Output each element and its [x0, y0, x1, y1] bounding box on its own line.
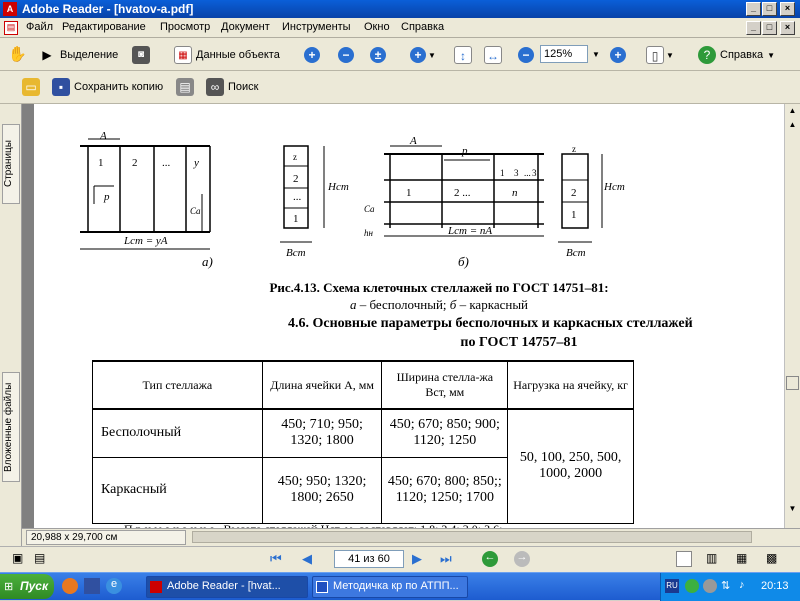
- scroll-up-icon[interactable]: ▲: [788, 106, 797, 115]
- save-copy-label: Сохранить копию: [74, 81, 164, 93]
- cursor-icon: ▶: [42, 48, 52, 62]
- adobe-task-icon: [150, 581, 162, 593]
- dynamic-zoom-icon: ±: [370, 47, 386, 63]
- scroll-down-icon[interactable]: ▼: [788, 504, 797, 513]
- header-type: Тип стеллажа: [93, 361, 263, 409]
- top-cell-3: ...: [524, 168, 531, 178]
- side-b-1: 1: [571, 209, 577, 221]
- zoom-in-tool-button[interactable]: [304, 44, 320, 66]
- cell-b-n: n: [512, 187, 518, 199]
- shelving-figure: [34, 104, 784, 274]
- dynamic-zoom-button[interactable]: [370, 44, 386, 66]
- length-b-label: Lст = nA: [448, 225, 493, 237]
- width-b-label: Bст: [566, 247, 586, 259]
- chevron-down-icon: ▼: [767, 50, 776, 60]
- menu-document[interactable]: Документ: [221, 21, 270, 33]
- hand-icon: ✋: [8, 46, 27, 63]
- table-row: [93, 409, 634, 457]
- single-page-icon[interactable]: [676, 551, 692, 567]
- volume-icon[interactable]: ♪: [739, 579, 745, 591]
- navigation-panel: [0, 104, 22, 546]
- tab-attachments[interactable]: Вложенные файлы: [2, 372, 20, 482]
- load-p-label: p: [104, 191, 110, 203]
- continuous-facing-icon[interactable]: ▩: [766, 551, 778, 565]
- scroll-page-up-icon[interactable]: ▲: [788, 120, 797, 129]
- status-strip: [22, 528, 800, 546]
- zoom-minus-button[interactable]: [518, 44, 534, 66]
- page-size: 20,988 x 29,700 см: [26, 530, 186, 545]
- header-load: Нагрузка на ячейку, кг: [508, 361, 634, 409]
- menu-tools[interactable]: Инструменты: [282, 21, 351, 33]
- minus-circle-icon: −: [518, 47, 534, 63]
- zoom-plus-button[interactable]: [610, 44, 626, 66]
- page-indicator[interactable]: 41 из 60: [334, 550, 404, 568]
- figure-caption: Рис.4.13. Схема клеточных стеллажей по ГОСТ 14751–81:: [269, 280, 609, 295]
- file-toolbar: [0, 71, 800, 104]
- dim-a-b-label: A: [410, 135, 417, 147]
- object-data-label: Данные объекта: [196, 49, 280, 61]
- cell-a-2: 2: [132, 157, 138, 169]
- ie-icon[interactable]: e: [106, 578, 122, 594]
- first-page-icon[interactable]: ⏮: [270, 551, 282, 566]
- printer-icon: ▤: [176, 78, 194, 96]
- last-page-icon[interactable]: ⏭: [440, 551, 452, 566]
- panel-toggle-icon[interactable]: ▣: [12, 551, 24, 565]
- dim-a-label: A: [100, 130, 107, 142]
- minimize-button[interactable]: _: [746, 2, 761, 16]
- chevron-down-icon: ▼: [666, 50, 674, 60]
- vertical-scrollbar[interactable]: [784, 104, 800, 528]
- title-bar: [0, 0, 800, 18]
- firefox-icon[interactable]: [62, 578, 78, 594]
- menu-view[interactable]: Просмотр: [160, 21, 211, 33]
- top-cell-2: 3: [514, 168, 519, 178]
- zoom-dropdown-icon[interactable]: ▼: [592, 49, 600, 59]
- zoom-value[interactable]: 125%: [540, 45, 588, 63]
- fit-width-button[interactable]: [484, 44, 502, 66]
- task-word-label: Методичка кр по АТПП...: [333, 580, 459, 592]
- print-button[interactable]: [176, 76, 194, 98]
- section-title-line2: по ГОСТ 14757–81: [460, 335, 578, 350]
- width-a-label: Bст: [286, 247, 306, 259]
- task-adobe-label: Adobe Reader - [hvat...: [167, 580, 281, 592]
- zoom-menu-button[interactable]: [410, 44, 436, 66]
- menu-bar: [0, 18, 800, 38]
- cell-a-1: 1: [98, 157, 104, 169]
- select-tool-button[interactable]: [38, 44, 118, 66]
- menu-edit[interactable]: Редактирование: [62, 21, 146, 33]
- cell-b-2: 2 ...: [454, 187, 471, 199]
- height-a-label: Hст: [328, 181, 349, 193]
- cell-a-dots: ...: [162, 157, 171, 169]
- side-1: 1: [293, 213, 299, 225]
- select-label: Выделение: [60, 49, 119, 61]
- page-navigation-bar: [0, 546, 800, 572]
- hn-label: hн: [364, 228, 373, 238]
- main-toolbar: [0, 38, 800, 71]
- folder-icon: ▭: [22, 78, 40, 96]
- panel-toggle-2-icon[interactable]: ▤: [34, 551, 46, 565]
- figure-subcaption: [34, 297, 784, 313]
- scroll-thumb[interactable]: [786, 376, 799, 390]
- camera-icon: ◙: [132, 46, 150, 64]
- zoom-field[interactable]: [540, 43, 600, 65]
- doc-close-button[interactable]: ×: [780, 21, 795, 35]
- save-icon: ▪: [52, 78, 70, 96]
- side-2: 2: [293, 173, 299, 185]
- word-task-icon: [316, 581, 328, 593]
- facing-icon[interactable]: ▦: [736, 551, 748, 565]
- doc-restore-button[interactable]: □: [762, 21, 777, 35]
- fit-width-icon: ↔: [484, 46, 502, 64]
- figure-a-label: а): [202, 254, 213, 269]
- menu-help[interactable]: Справка: [401, 21, 445, 33]
- pdf-page: [34, 104, 784, 534]
- figure-b-label: б): [458, 254, 469, 269]
- network-icon[interactable]: ⇅: [721, 580, 731, 592]
- help-icon: ?: [698, 46, 716, 64]
- ca-label: Cа: [190, 206, 201, 216]
- continuous-icon[interactable]: ▥: [706, 551, 718, 565]
- language-indicator[interactable]: RU: [665, 579, 679, 593]
- open-button[interactable]: [22, 76, 40, 98]
- tray-disk-icon[interactable]: [703, 579, 717, 593]
- doc-minimize-button[interactable]: _: [746, 21, 761, 35]
- side-view-b: [558, 154, 602, 242]
- fit-height-icon: ↕: [454, 46, 472, 64]
- document-icon: ▤: [4, 21, 18, 35]
- task-word-document[interactable]: [312, 576, 468, 598]
- pages-view-button[interactable]: [646, 44, 674, 66]
- subcaption-b-text: – каркасный: [456, 297, 529, 312]
- adobe-reader-icon: A: [3, 2, 17, 16]
- menu-window[interactable]: Окно: [364, 21, 390, 33]
- search-label: Поиск: [228, 81, 259, 93]
- hand-tool-button[interactable]: [8, 44, 26, 66]
- help-button[interactable]: [698, 44, 775, 66]
- ca-b-label: Cа: [364, 204, 375, 214]
- plus-circle-icon: +: [610, 47, 626, 63]
- document-viewport[interactable]: [22, 104, 784, 528]
- table-header-row: [93, 361, 634, 409]
- section-title-line1: 4.6. Основные параметры бесполочных и каркасных стеллажей: [288, 316, 693, 331]
- cell-a-y: y: [194, 157, 199, 169]
- subcaption-a-text: – бесполочный;: [356, 297, 450, 312]
- object-data-icon: ▦: [174, 46, 192, 64]
- subcaption-b: б: [449, 297, 457, 312]
- zoom-in-icon: +: [304, 47, 320, 63]
- cell-b-1: 1: [406, 187, 412, 199]
- snapshot-button[interactable]: [132, 44, 150, 66]
- top-cell-4: 3: [532, 168, 537, 178]
- top-cell-1: 1: [500, 168, 505, 178]
- maximize-button[interactable]: □: [762, 2, 777, 16]
- subcaption-a: а: [349, 297, 357, 312]
- side-dots: ...: [293, 191, 302, 203]
- task-adobe-reader[interactable]: [146, 576, 308, 598]
- row-width: 450; 670; 800; 850;; 1120; 1250; 1700: [382, 457, 508, 523]
- windows-logo-icon: ⊞: [4, 581, 14, 593]
- menu-file[interactable]: Файл: [26, 21, 54, 33]
- previous-page-icon[interactable]: ◀: [302, 551, 312, 566]
- save-copy-button[interactable]: [52, 76, 163, 98]
- clock: 20:13: [761, 580, 789, 592]
- magnifier-icon: +: [410, 47, 426, 63]
- row-width: 450; 670; 850; 900; 1120; 1250: [382, 409, 508, 457]
- back-icon[interactable]: ←: [482, 551, 498, 567]
- tab-pages[interactable]: Страницы: [2, 124, 20, 204]
- side-b-z: z: [572, 144, 576, 154]
- side-b-2: 2: [571, 187, 577, 199]
- zoom-out-icon: −: [338, 47, 354, 63]
- pages-icon: ▯: [646, 46, 664, 64]
- header-width: Ширина стелла-жа Bст, мм: [382, 361, 508, 409]
- object-data-button[interactable]: [174, 44, 280, 66]
- search-button[interactable]: [206, 76, 258, 98]
- fit-height-button[interactable]: [454, 44, 472, 66]
- taskbar: [0, 572, 800, 600]
- chevron-down-icon: ▼: [428, 50, 436, 60]
- next-page-icon[interactable]: ▶: [412, 551, 422, 566]
- window-title: Adobe Reader - [hvatov-a.pdf]: [22, 2, 194, 16]
- help-label: Справка: [720, 49, 764, 61]
- height-b-label: Hст: [604, 181, 625, 193]
- close-button[interactable]: ×: [780, 2, 795, 16]
- binoculars-icon: ∞: [206, 78, 224, 96]
- system-tray: [660, 573, 800, 601]
- row-load: 50, 100, 250, 500, 1000, 2000: [508, 409, 634, 523]
- figure-a: [80, 139, 210, 249]
- row-length: 450; 950; 1320; 1800; 2650: [262, 457, 382, 523]
- side-z: z: [293, 152, 297, 162]
- side-view-a: [280, 146, 324, 242]
- row-type: Бесполочный: [93, 409, 263, 457]
- zoom-out-tool-button[interactable]: [338, 44, 354, 66]
- row-type: Каркасный: [93, 457, 263, 523]
- start-label: Пуск: [20, 579, 49, 593]
- row-length: 450; 710; 950; 1320; 1800: [262, 409, 382, 457]
- length-a-label: Lст = yA: [124, 235, 168, 247]
- horizontal-scrollbar[interactable]: [192, 531, 752, 543]
- parameters-table: [92, 360, 634, 524]
- save-quicklaunch-icon[interactable]: [84, 578, 100, 594]
- load-p-b-label: p: [462, 145, 468, 157]
- tray-app-icon[interactable]: [685, 579, 699, 593]
- header-length: Длина ячейки A, мм: [262, 361, 382, 409]
- forward-icon[interactable]: →: [514, 551, 530, 567]
